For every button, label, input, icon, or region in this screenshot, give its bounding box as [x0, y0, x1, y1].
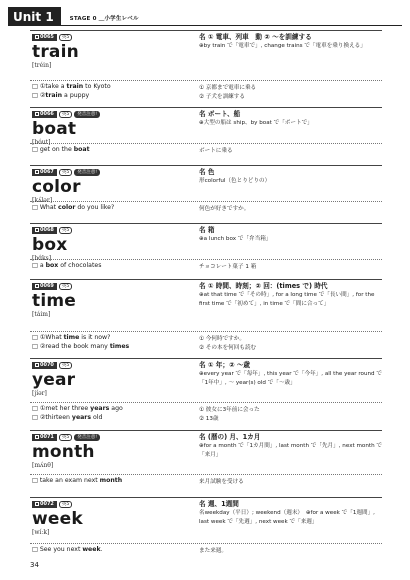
- level-tag: 英5: [59, 434, 72, 441]
- pronunciation: [tréin]: [32, 62, 52, 69]
- headword: year: [32, 370, 76, 390]
- meaning: 名 (暦の) 月、1カ月: [199, 433, 261, 441]
- example-text: a puppy: [62, 91, 90, 99]
- checkbox-icon: [35, 35, 39, 39]
- usage-note: ⊕for a month で「1カ月間」, last month で「先月」, next month で「来月」: [199, 443, 382, 458]
- example-translation: 来月試験を受ける: [199, 479, 244, 485]
- meaning: 名 ボート、船: [199, 110, 241, 118]
- example-translation: また来週。: [199, 548, 227, 554]
- vocab-entry: [30, 430, 382, 491]
- vocab-entry: [30, 30, 382, 103]
- entry-tags: [32, 168, 193, 176]
- meaning: 名 ① 年；② ～歳: [199, 361, 251, 369]
- example-translation: ② 13歳: [199, 415, 219, 422]
- level-tag: 英5: [59, 227, 72, 234]
- entry-number: [32, 283, 57, 290]
- vocab-list: [30, 30, 382, 560]
- entry-number: [32, 501, 57, 508]
- level-tag: 英5: [59, 283, 72, 290]
- entry-tags: [32, 33, 193, 41]
- level-tag: 英5: [59, 169, 72, 176]
- example-translation: ② その本を何回も読む: [199, 344, 257, 351]
- example-keyword: color: [58, 204, 76, 211]
- example-text: □ ②thirteen: [32, 413, 72, 421]
- vocab-entry: [30, 279, 382, 354]
- level-tag: 英5: [59, 362, 72, 369]
- entry-tags: [32, 433, 193, 441]
- entry-number-text: 0068: [40, 226, 54, 233]
- level-tag: 英5: [59, 34, 72, 41]
- example-keyword: years: [90, 405, 110, 412]
- entry-number: [32, 434, 57, 441]
- example-text: is it now?: [79, 334, 111, 341]
- checkbox-icon: [35, 228, 39, 232]
- example-keyword: time: [63, 334, 80, 341]
- vocab-entry: [30, 358, 382, 425]
- example-text: □ What: [32, 204, 59, 211]
- example-text: .: [100, 546, 103, 553]
- entry-number-text: 0071: [40, 433, 54, 440]
- example-sentence: [32, 343, 193, 352]
- checkbox-icon: [35, 170, 39, 174]
- example-text: □ ①take a: [32, 83, 67, 90]
- pronunciation: [bóut]: [32, 139, 51, 146]
- example-keyword: train: [66, 83, 84, 90]
- pronunciation: [jíər]: [32, 390, 47, 397]
- entry-number-text: 0065: [40, 33, 54, 40]
- headword: color: [32, 177, 81, 197]
- checkbox-icon: [35, 284, 39, 288]
- checkbox-icon: [35, 363, 39, 367]
- example-text: ago: [109, 405, 123, 412]
- pronunciation: [táim]: [32, 311, 51, 318]
- checkbox-icon: [35, 112, 39, 116]
- pronunciation: [bɑ́ks]: [32, 255, 52, 262]
- vocab-entry: [30, 107, 382, 160]
- example-keyword: week: [82, 546, 101, 553]
- example-keyword: boat: [73, 146, 90, 153]
- example-sentence: [32, 146, 193, 155]
- example-sentence: [32, 334, 193, 343]
- usage-note: ⊕by train で「電車で」, change trains で「電車を乗り換える」: [199, 43, 366, 49]
- usage-note: ⊕a lunch box で「弁当箱」: [199, 236, 272, 242]
- example-text: □ ②: [32, 91, 46, 99]
- vocab-entry: [30, 165, 382, 218]
- entry-number: [32, 111, 57, 118]
- example-sentence: [32, 92, 193, 101]
- example-sentence: [32, 477, 193, 486]
- entry-tags: [32, 226, 193, 234]
- checkbox-icon: [35, 502, 39, 506]
- meaning: 名 週、1週間: [199, 500, 239, 508]
- checkbox-icon: [35, 435, 39, 439]
- meaning: 名 箱: [199, 226, 215, 234]
- example-sentence: [32, 204, 193, 213]
- example-translation: ボートに乗る: [199, 148, 233, 154]
- entry-number-text: 0066: [40, 110, 54, 117]
- entry-number: [32, 362, 57, 369]
- entry-number: [32, 34, 57, 41]
- example-translation: ① 京都まで電車に乗る: [199, 85, 257, 91]
- example-keyword: times: [109, 342, 130, 350]
- unit-badge: Unit 1: [8, 7, 61, 25]
- entry-tags: [32, 361, 193, 369]
- example-translation: ① 今何時ですか。: [199, 336, 245, 342]
- level-tag: 英5: [59, 111, 72, 118]
- usage-note: ⊕at that time で「その時」, for a long time で「長い間」, for the first time で「初めて」, in time で「間に合って」: [199, 292, 375, 307]
- stage-label: STAGE 0 ＿小学生レベル: [69, 16, 139, 22]
- example-keyword: box: [45, 262, 59, 269]
- example-keyword: train: [45, 91, 63, 99]
- example-sentence: [32, 262, 193, 271]
- example-text: to Kyoto: [83, 83, 111, 90]
- example-text: do you like?: [75, 204, 115, 211]
- headword: time: [32, 291, 76, 311]
- level-tag: 発音注意!: [74, 111, 100, 118]
- example-keyword: month: [99, 477, 123, 484]
- entry-number-text: 0072: [40, 500, 54, 507]
- example-text: □ See you next: [32, 546, 83, 553]
- example-text: of chocolates: [58, 262, 102, 269]
- level-tag: 英5: [59, 501, 72, 508]
- headword: boat: [32, 119, 77, 139]
- entry-tags: [32, 282, 193, 290]
- entry-tags: [32, 500, 193, 508]
- entry-number-text: 0070: [40, 361, 54, 368]
- level-tag: 発音注意!: [74, 434, 100, 441]
- usage-note: 名weekday（平日）; weekend（週末） ⊕for a week で「1週間」, last week で「先週」, next week で「来週」: [199, 510, 375, 525]
- vocab-entry: [30, 497, 382, 560]
- example-text: □ take an exam next: [32, 477, 100, 484]
- headword: box: [32, 235, 68, 255]
- example-text: □ get on the: [32, 146, 74, 153]
- pronunciation: [kʌ́lər]: [32, 197, 53, 204]
- example-translation: ① 彼女に3年前に会った: [199, 407, 260, 413]
- meaning: 名 ① 時間、時刻；② 回：(times で) 時代: [199, 282, 328, 290]
- example-sentence: [32, 546, 193, 555]
- unit-header: [8, 8, 402, 26]
- example-sentence: [32, 83, 193, 92]
- headword: week: [32, 509, 83, 529]
- example-text: old: [91, 413, 103, 421]
- example-translation: 何色が好きですか。: [199, 206, 250, 212]
- example-sentence: [32, 405, 193, 414]
- example-text: □ ②read the book many: [32, 342, 110, 350]
- example-text: □ ①met her three: [32, 405, 91, 412]
- example-keyword: years: [71, 413, 92, 421]
- vocab-entry: [30, 223, 382, 276]
- entry-number: [32, 227, 57, 234]
- example-sentence: [32, 414, 193, 423]
- usage-note: ⊕every year で「毎年」, this year で「今年」, all the year round で「1年中」, ～ year(s) old で「～歳」: [199, 371, 382, 386]
- example-translation: チョコレート菓子 1 箱: [199, 264, 257, 270]
- usage-note: 形colorful（色とりどりの）: [199, 178, 271, 184]
- example-text: □ a: [32, 262, 46, 269]
- example-text: □ ①What: [32, 334, 64, 341]
- entry-number-text: 0069: [40, 282, 54, 289]
- meaning: 名 色: [199, 168, 215, 176]
- headword: train: [32, 42, 79, 62]
- entry-number-text: 0067: [40, 168, 54, 175]
- pronunciation: [wíːk]: [32, 529, 50, 536]
- page-number: 34: [30, 561, 39, 569]
- example-translation: ② 子犬を訓練する: [199, 93, 245, 100]
- meaning: 名 ① 電車、列車 動 ② ～を訓練する: [199, 33, 312, 41]
- level-tag: 発音注意!: [74, 169, 100, 176]
- headword: month: [32, 442, 95, 462]
- usage-note: ⊕大型の船は ship、by boat で「ボートで」: [199, 120, 313, 126]
- entry-tags: [32, 110, 193, 118]
- entry-number: [32, 169, 57, 176]
- pronunciation: [mʌ́nθ]: [32, 462, 54, 469]
